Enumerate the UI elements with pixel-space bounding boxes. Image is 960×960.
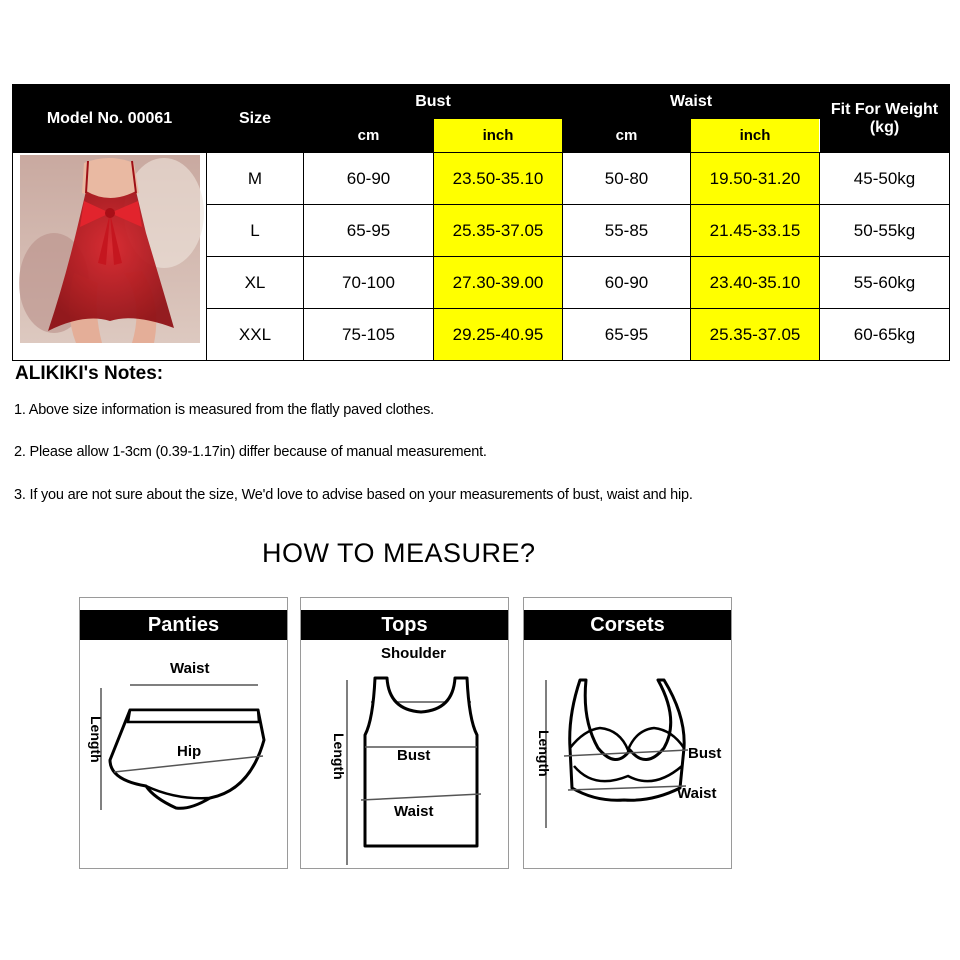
weight-header-line2: (kg) [869, 118, 900, 136]
model-number-header: Model No. 00061 [13, 85, 207, 153]
tops-length-label: Length [331, 733, 347, 780]
bust-cm-cell: 60-90 [304, 153, 434, 205]
weight-cell: 60-65kg [820, 309, 950, 361]
waist-inch-cell: 23.40-35.10 [691, 257, 820, 309]
size-cell: XL [207, 257, 304, 309]
weight-header-line1: Fit For Weight [830, 100, 939, 118]
bust-cm-header: cm [304, 119, 434, 153]
waist-inch-header: inch [691, 119, 820, 153]
panties-card-title: Panties [80, 610, 287, 640]
size-cell: XXL [207, 309, 304, 361]
bust-inch-cell: 27.30-39.00 [434, 257, 563, 309]
weight-cell: 50-55kg [820, 205, 950, 257]
waist-cm-cell: 60-90 [563, 257, 691, 309]
tops-waist-label: Waist [394, 803, 434, 820]
waist-inch-cell: 19.50-31.20 [691, 153, 820, 205]
bust-header: Bust [304, 85, 563, 119]
waist-inch-cell: 25.35-37.05 [691, 309, 820, 361]
size-cell: M [207, 153, 304, 205]
bust-inch-cell: 23.50-35.10 [434, 153, 563, 205]
corsets-card-title: Corsets [524, 610, 731, 640]
waist-inch-cell: 21.45-33.15 [691, 205, 820, 257]
tops-bust-label: Bust [397, 747, 431, 764]
model-photo-image [14, 153, 206, 355]
corsets-length-label: Length [536, 730, 552, 777]
bust-inch-cell: 25.35-37.05 [434, 205, 563, 257]
size-chart-table [12, 84, 950, 361]
panties-waist-label: Waist [170, 660, 210, 677]
panties-length-label: Length [88, 716, 104, 763]
weight-header [820, 85, 950, 153]
bust-inch-cell: 29.25-40.95 [434, 309, 563, 361]
waist-cm-cell: 50-80 [563, 153, 691, 205]
waist-cm-cell: 65-95 [563, 309, 691, 361]
tops-shoulder-label: Shoulder [381, 645, 447, 662]
tops-card [300, 597, 509, 869]
bust-inch-header: inch [434, 119, 563, 153]
notes-title: ALIKIKI's Notes: [15, 363, 164, 384]
weight-cell: 45-50kg [820, 153, 950, 205]
size-cell: L [207, 205, 304, 257]
panties-hip-label: Hip [177, 743, 202, 760]
note-item: 1. Above size information is measured from the flatly paved clothes. [14, 402, 435, 418]
waist-cm-cell: 55-85 [563, 205, 691, 257]
bust-cm-cell: 75-105 [304, 309, 434, 361]
bust-cm-cell: 65-95 [304, 205, 434, 257]
bust-cm-cell: 70-100 [304, 257, 434, 309]
how-to-measure-title: HOW TO MEASURE? [262, 538, 536, 568]
model-photo [13, 153, 207, 361]
corsets-card [523, 597, 732, 869]
tops-card-title: Tops [301, 610, 508, 640]
corsets-bust-label: Bust [688, 745, 722, 762]
panties-card [79, 597, 288, 869]
note-item: 2. Please allow 1-3cm (0.39-1.17in) differ because of manual measurement. [14, 444, 487, 460]
waist-header: Waist [563, 85, 820, 119]
corsets-waist-label: Waist [677, 785, 717, 802]
table-row [13, 153, 950, 205]
size-header: Size [207, 85, 304, 153]
waist-cm-header: cm [563, 119, 691, 153]
weight-cell: 55-60kg [820, 257, 950, 309]
note-item: 3. If you are not sure about the size, We'd love to advise based on your measurements of bust, waist and hip. [14, 487, 693, 503]
